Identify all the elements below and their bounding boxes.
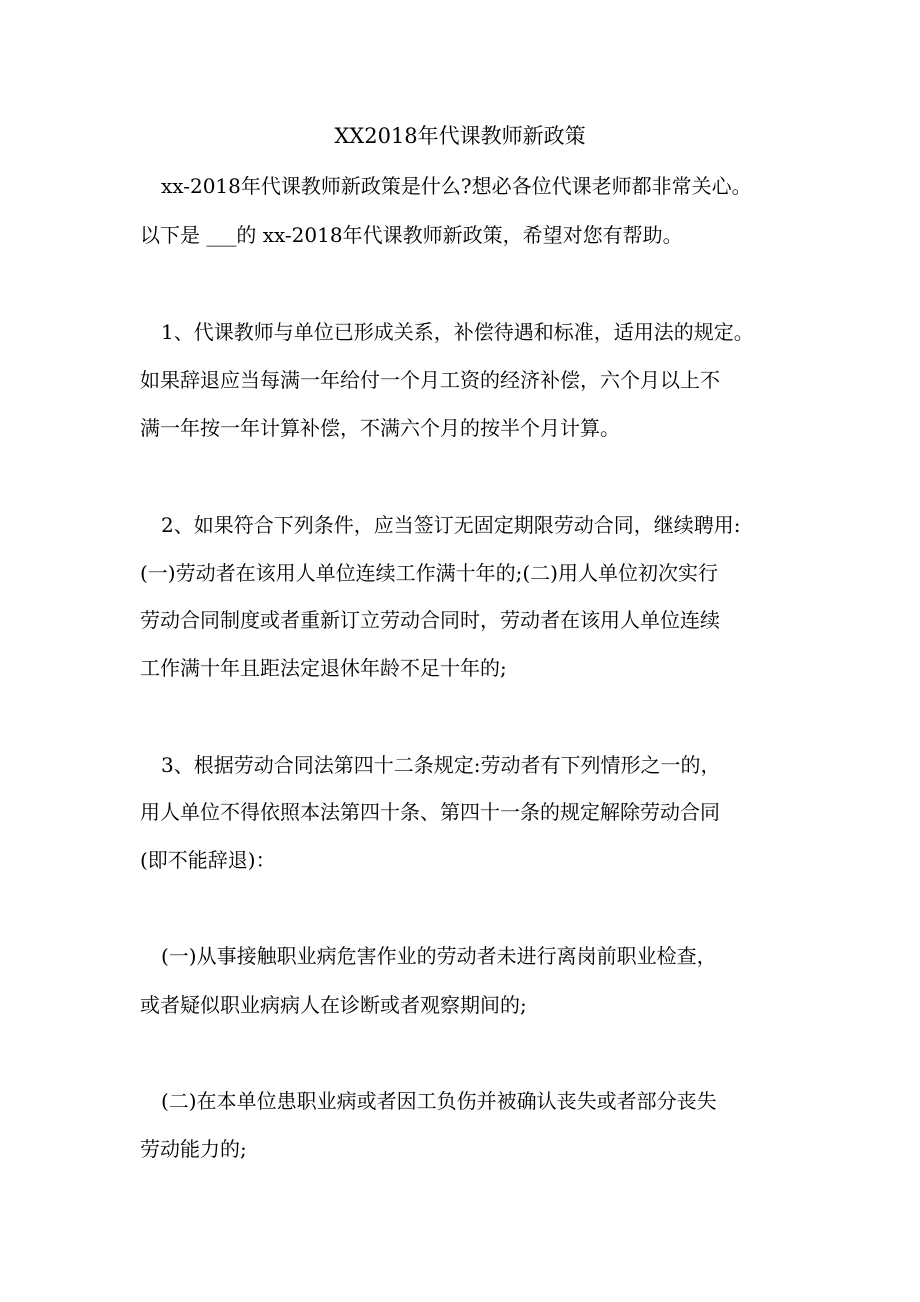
document-title: XX2018年代课教师新政策 [334, 124, 586, 148]
point3-line-1: 3、根据劳动合同法第四十二条规定:劳动者有下列情形之一的， [161, 753, 721, 777]
point3-line-3: (即不能辞退)： [140, 848, 276, 872]
point1-line-1: 1、代课教师与单位已形成关系，补偿待遇和标准，适用法的规定。 [161, 320, 754, 344]
intro-line-1: xx-2018年代课教师新政策是什么?想必各位代课老师都非常关心。 [161, 174, 752, 198]
intro-line-2: 以下是 ___的 xx-2018年代课教师新政策，希望对您有帮助。 [140, 223, 683, 247]
point2-line-2: (一)劳动者在该用人单位连续工作满十年的;(二)用人单位初次实行 [140, 561, 718, 585]
point2-line-4: 工作满十年且距法定退休年龄不足十年的; [140, 656, 507, 680]
item2-line-2: 劳动能力的; [140, 1137, 247, 1161]
point2-line-3: 劳动合同制度或者重新订立劳动合同时，劳动者在该用人单位连续 [140, 608, 720, 632]
item1-line-1: (一)从事接触职业病危害作业的劳动者未进行离岗前职业检查， [161, 944, 717, 968]
item2-line-1: (二)在本单位患职业病或者因工负伤并被确认丧失或者部分丧失 [161, 1089, 717, 1113]
item1-line-2: 或者疑似职业病病人在诊断或者观察期间的; [140, 993, 527, 1017]
point1-line-3: 满一年按一年计算补偿，不满六个月的按半个月计算。 [140, 416, 620, 440]
point3-line-2: 用人单位不得依照本法第四十条、第四十一条的规定解除劳动合同 [140, 800, 720, 824]
point2-line-1: 2、如果符合下列条件，应当签订无固定期限劳动合同，继续聘用: [161, 513, 741, 537]
point1-line-2: 如果辞退应当每满一年给付一个月工资的经济补偿，六个月以上不 [140, 368, 720, 392]
